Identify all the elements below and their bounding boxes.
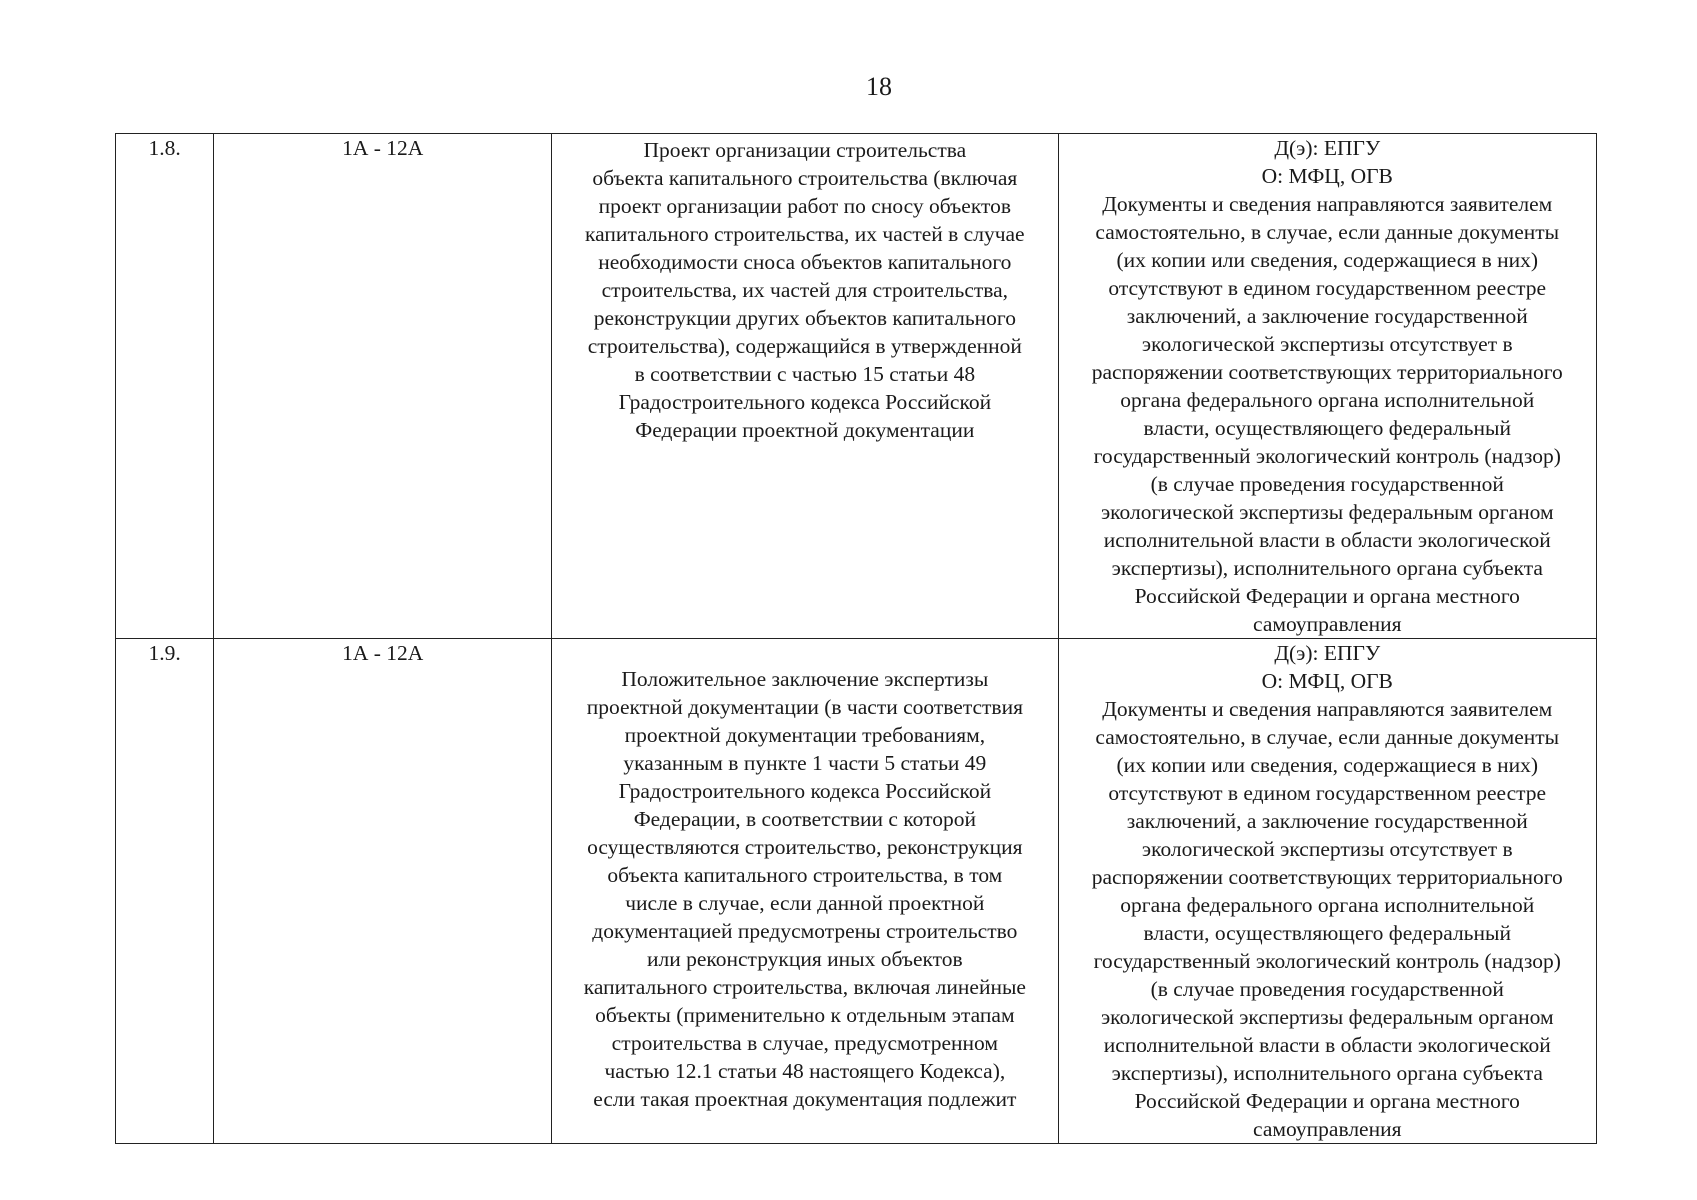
row-document-cell [552,134,1058,639]
row-number: 1.9. [148,641,181,665]
documents-table [115,133,1597,1144]
row-code-cell [214,134,552,639]
row-number-cell [116,639,214,1144]
row-number: 1.8. [148,136,181,160]
row-number-cell [116,134,214,639]
table-row [116,134,1597,639]
row-document-cell [552,639,1058,1144]
row-document-description: Положительное заключение экспертизы проектной документации (в части соответствия проектной документации требованиям, указанным в пункте 1 части 5 статьи 49 Градостроительного кодекса Российской Федерации, в соответствии с которой осуществляются строительство, реконструкция объекта капитального строительства, в том числе в случае, если данной проектной документацией предусмотрены строительство или реконструкция иных объектов капитального строительства, включая линейные объекты (применительно к отдельным этапам строительства в случае, предусмотренном частью 12.1 статьи 48 настоящего Кодекса), если такая проектная документация подлежит [583,667,1026,1111]
table-row [116,639,1597,1144]
page-number: 18 [866,72,892,101]
row-code-cell [214,639,552,1144]
row-document-description: Проект организации строительства объекта капитального строительства (включая проект организации работ по сносу объектов капитального строительства, их частей в случае необходимости сноса объектов капитального строительства, их частей для строительства, реконструкции других объектов капитального строительства), содержащийся в утвержденной в соответствии с частью 15 статьи 48 Градостроительного кодекса Российской Федерации проектной документации [585,138,1025,442]
row-code: 1А - 12А [342,136,424,160]
row-source-cell [1058,134,1596,639]
row-source-description: Д(э): ЕПГУ О: МФЦ, ОГВ Документы и сведения направляются заявителем самостоятельно, в случае, если данные документы (их копии или сведения, содержащиеся в них) отсутствуют в едином государственном реестре заключений, а заключение государственной экологической экспертизы отсутствует в распоряжении соответствующих территориального органа федерального органа исполнительной власти, осуществляющего федеральный государственный экологический контроль (надзор) (в случае проведения государственной экологической экспертизы федеральным органом исполнительной власти в области экологической экспертизы), исполнительного органа субъекта Российской Федерации и органа местного самоуправления [1091,641,1563,1141]
row-source-description: Д(э): ЕПГУ О: МФЦ, ОГВ Документы и сведения направляются заявителем самостоятельно, в случае, если данные документы (их копии или сведения, содержащиеся в них) отсутствуют в едином государственном реестре заключений, а заключение государственной экологической экспертизы отсутствует в распоряжении соответствующих территориального органа федерального органа исполнительной власти, осуществляющего федеральный государственный экологический контроль (надзор) (в случае проведения государственной экологической экспертизы федеральным органом исполнительной власти в области экологической экспертизы), исполнительного органа субъекта Российской Федерации и органа местного самоуправления [1091,136,1563,636]
row-source-cell [1058,639,1596,1144]
row-code: 1А - 12А [342,641,424,665]
